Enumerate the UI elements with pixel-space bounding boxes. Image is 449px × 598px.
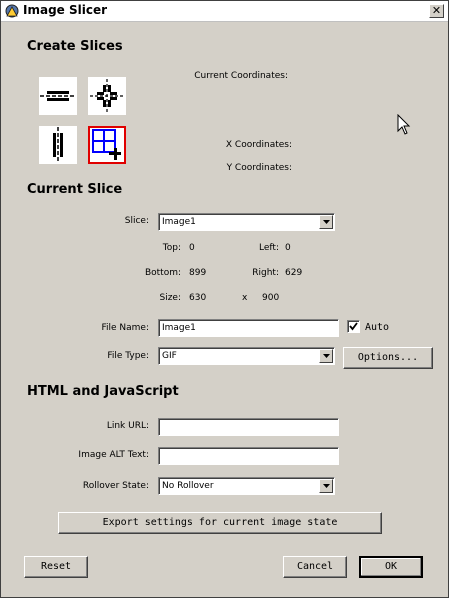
link-url-label: Link URL: <box>106 421 149 431</box>
bottom-value: 899 <box>189 268 207 278</box>
chevron-down-icon <box>323 220 330 224</box>
mouse-pointer-icon <box>397 114 411 136</box>
close-icon: ✕ <box>431 4 442 17</box>
file-name-input[interactable] <box>158 319 339 337</box>
checkmark-icon <box>349 322 358 331</box>
file-type-label: File Type: <box>107 351 149 361</box>
right-value: 629 <box>285 268 303 278</box>
html-javascript-heading: HTML and JavaScript <box>27 384 179 399</box>
slice-label: Slice: <box>124 216 149 226</box>
chevron-down-icon <box>323 354 330 358</box>
rollover-state-dropdown-arrow[interactable] <box>319 479 333 493</box>
image-alt-text-input[interactable] <box>158 447 339 465</box>
vertical-slice-icon <box>39 126 77 164</box>
horizontal-slice-tool[interactable] <box>39 77 77 115</box>
window-title: Image Slicer <box>23 3 108 17</box>
x-coordinates-label: X Coordinates: <box>225 140 292 150</box>
rollover-state-label: Rollover State: <box>82 481 149 491</box>
rollover-state-value: No Rollover <box>162 481 214 491</box>
top-value: 0 <box>189 243 195 253</box>
left-label: Left: <box>259 243 279 253</box>
file-type-dropdown[interactable] <box>158 347 335 365</box>
cross-slice-icon <box>88 77 126 115</box>
file-type-dropdown-arrow[interactable] <box>319 349 333 363</box>
chevron-down-icon <box>323 484 330 488</box>
auto-checkbox[interactable] <box>347 320 360 333</box>
cancel-button[interactable]: Cancel <box>283 556 347 578</box>
current-coordinates-label: Current Coordinates: <box>194 71 288 81</box>
reset-button[interactable]: Reset <box>24 556 88 578</box>
current-slice-heading: Current Slice <box>27 182 123 197</box>
create-slices-heading: Create Slices <box>27 39 123 54</box>
image-alt-text-label: Image ALT Text: <box>78 450 149 460</box>
slice-dropdown-arrow[interactable] <box>319 215 333 229</box>
left-value: 0 <box>285 243 291 253</box>
horizontal-slice-icon <box>39 77 77 115</box>
grid-slice-icon <box>90 128 124 162</box>
file-name-label: File Name: <box>101 323 149 333</box>
bottom-label: Bottom: <box>144 268 181 278</box>
cross-slice-tool[interactable] <box>88 77 126 115</box>
top-label: Top: <box>162 243 181 253</box>
slice-dropdown[interactable] <box>158 213 335 231</box>
grid-slice-tool[interactable] <box>88 126 126 164</box>
export-settings-button[interactable]: Export settings for current image state <box>58 512 382 534</box>
file-type-value: GIF <box>162 351 177 361</box>
close-button[interactable] <box>429 4 444 18</box>
size-height-value: 900 <box>262 293 280 303</box>
title-bar[interactable] <box>1 1 448 22</box>
right-label: Right: <box>252 268 279 278</box>
size-x-separator: x <box>242 293 248 303</box>
auto-label: Auto <box>365 322 390 333</box>
app-icon <box>4 3 20 19</box>
options-button[interactable]: Options... <box>343 347 433 369</box>
slice-value: Image1 <box>162 217 196 227</box>
link-url-input[interactable] <box>158 418 339 436</box>
ok-button[interactable]: OK <box>359 556 423 578</box>
y-coordinates-label: Y Coordinates: <box>226 163 292 173</box>
rollover-state-dropdown[interactable] <box>158 477 335 495</box>
file-name-value: Image1 <box>162 323 196 333</box>
size-width-value: 630 <box>189 293 207 303</box>
vertical-slice-tool[interactable] <box>39 126 77 164</box>
size-label: Size: <box>159 293 181 303</box>
